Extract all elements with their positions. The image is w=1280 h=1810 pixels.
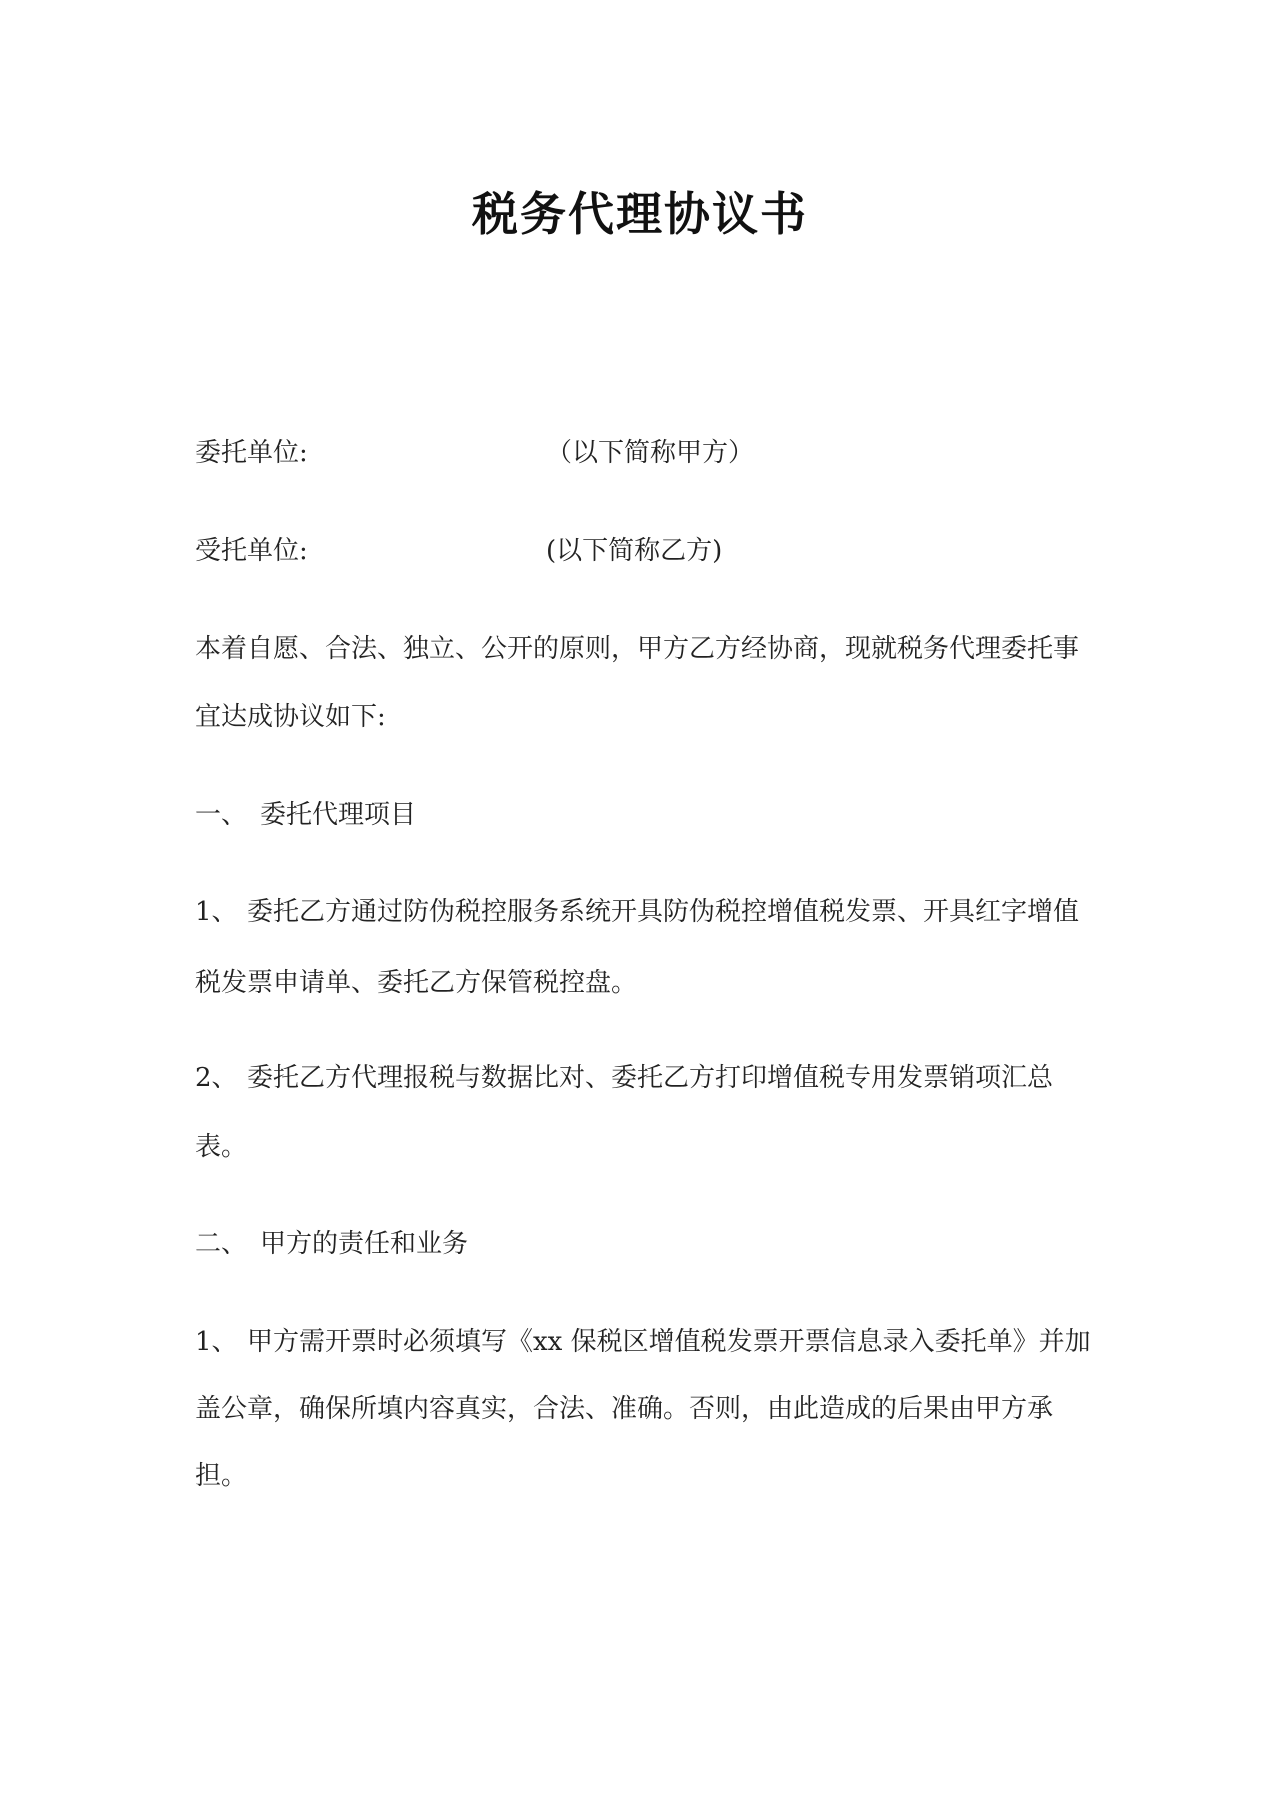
- clause-line: 税发票申请单、委托乙方保管税控盘。: [195, 968, 638, 998]
- client-label: 委托单位:: [195, 438, 308, 468]
- clause-number: 1、: [195, 1327, 238, 1357]
- clause-line: 盖公章，确保所填内容真实，合法、准确。否则，由此造成的后果由甲方承: [195, 1394, 1054, 1424]
- section-heading: [195, 1229, 468, 1259]
- section-number: 一、: [195, 800, 248, 830]
- clause-number: 2、: [195, 1063, 238, 1093]
- clause-line: [195, 1063, 1053, 1093]
- clause-line: 表。: [195, 1132, 248, 1162]
- agent-label: 受托单位:: [195, 536, 308, 566]
- document-title: 税务代理协议书: [472, 187, 808, 241]
- preamble-line: 宜达成协议如下:: [195, 702, 386, 732]
- section-heading: [195, 800, 416, 830]
- clause-line: [195, 897, 1079, 927]
- agent-note: (以下简称乙方): [546, 536, 723, 566]
- clause-text: 委托乙方通过防伪税控服务系统开具防伪税控增值税发票、开具红字增值: [247, 897, 1080, 927]
- section-number: 二、: [195, 1229, 248, 1259]
- clause-text: 甲方需开票时必须填写《xx 保税区增值税发票开票信息录入委托单》并加: [247, 1327, 1091, 1357]
- clause-text: 委托乙方代理报税与数据比对、委托乙方打印增值税专用发票销项汇总: [247, 1063, 1054, 1093]
- clause-line: [195, 1327, 1091, 1357]
- preamble-line: 本着自愿、合法、独立、公开的原则，甲方乙方经协商，现就税务代理委托事: [195, 634, 1080, 664]
- clause-number: 1、: [195, 897, 238, 927]
- client-note: （以下简称甲方）: [546, 438, 755, 468]
- section-title: 委托代理项目: [260, 800, 417, 830]
- section-title: 甲方的责任和业务: [260, 1229, 469, 1259]
- clause-line: 担。: [195, 1461, 248, 1491]
